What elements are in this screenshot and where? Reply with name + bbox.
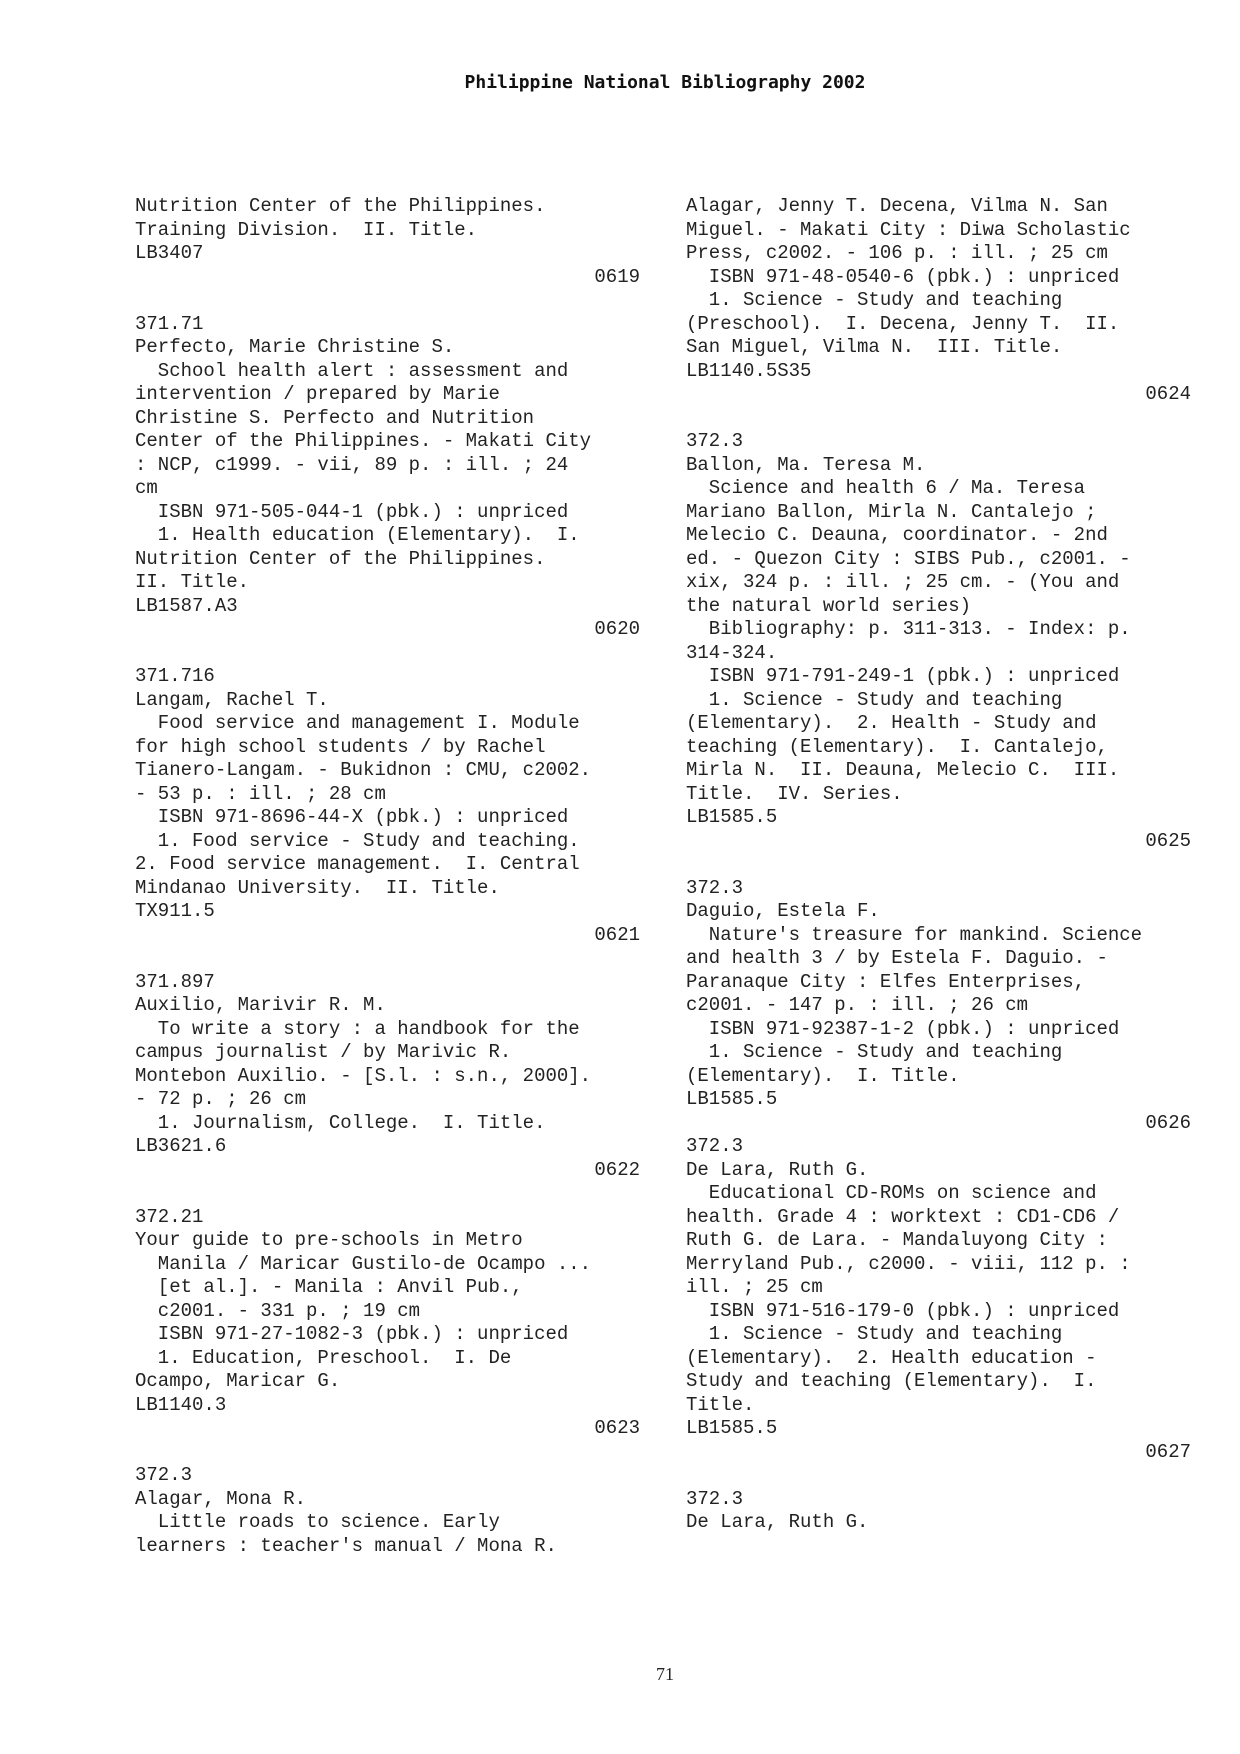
entry-number: 0622 — [594, 1158, 640, 1181]
entry-line: ISBN 971-48-0540-6 (pbk.) : unpriced — [686, 265, 1120, 288]
entry-line: 372.3 — [686, 1487, 744, 1510]
entry-line: Merryland Pub., c2000. - viii, 112 p. : — [686, 1252, 1131, 1275]
entry-line: Manila / Maricar Gustilo-de Ocampo ... — [135, 1252, 592, 1275]
entry-line: (Elementary). I. Title. — [686, 1064, 960, 1087]
entry-line: Paranaque City : Elfes Enterprises, — [686, 970, 1086, 993]
entry-line: 1. Health education (Elementary). I. — [135, 524, 580, 546]
entry-line: Little roads to science. Early — [135, 1511, 500, 1533]
entry-line: c2001. - 331 p. ; 19 cm — [135, 1299, 421, 1322]
blank-line — [135, 642, 640, 666]
entry-line: xix, 324 p. : ill. ; 25 cm. - (You and — [686, 571, 1120, 593]
entry-line: Tianero-Langam. - Bukidnon : CMU, c2002. — [135, 759, 592, 781]
entry-line: ill. ; 25 cm — [686, 1276, 823, 1298]
entry-line: 372.3 — [135, 1464, 193, 1486]
entry-line: c2001. - 147 p. : ill. ; 26 cm — [686, 994, 1029, 1016]
blank-line — [686, 407, 1191, 431]
entry-number: 0623 — [594, 1417, 640, 1439]
entry-line: 1. Science - Study and teaching — [686, 688, 1063, 711]
entry-line: - 72 p. ; 26 cm — [135, 1088, 307, 1110]
entry-line: Montebon Auxilio. - [S.l. : s.n., 2000]. — [135, 1064, 592, 1087]
entry-line: Ballon, Ma. Teresa M. — [686, 453, 926, 476]
entry-line: Ruth G. de Lara. - Mandaluyong City : — [686, 1229, 1108, 1251]
blank-line — [135, 289, 640, 313]
entry-line: ISBN 971-791-249-1 (pbk.) : unpriced — [686, 665, 1120, 687]
entry-line: Christine S. Perfecto and Nutrition — [135, 406, 535, 429]
entry-line: teaching (Elementary). I. Cantalejo, — [686, 735, 1108, 758]
entry-line: 372.21 — [135, 1205, 204, 1228]
entry-line: Title. IV. Series. — [686, 782, 903, 805]
entry-line: LB1140.5S35 — [686, 359, 812, 382]
entry-line: Perfecto, Marie Christine S. — [135, 336, 455, 358]
entry-line: Title. — [686, 1393, 755, 1416]
entry-line: (Elementary). 2. Health - Study and — [686, 712, 1097, 734]
entry-line: Daguio, Estela F. — [686, 900, 880, 922]
entry-line: Melecio C. Deauna, coordinator. - 2nd — [686, 524, 1108, 546]
entry-line: ISBN 971-92387-1-2 (pbk.) : unpriced — [686, 1017, 1120, 1040]
entry-line: 371.716 — [135, 665, 215, 687]
entry-line: ISBN 971-8696-44-X (pbk.) : unpriced — [135, 806, 569, 828]
entry-number: 0619 — [594, 265, 640, 288]
entry-line: ISBN 971-505-044-1 (pbk.) : unpriced — [135, 500, 569, 523]
entry-line: 2. Food service management. I. Central — [135, 853, 580, 875]
entry-line: 1. Science - Study and teaching — [686, 289, 1063, 311]
entry-line: Food service and management I. Module — [135, 712, 580, 734]
entry-line: 372.3 — [686, 1135, 744, 1157]
entry-line: Alagar, Mona R. — [135, 1487, 307, 1510]
entry-line: LB1585.5 — [686, 1088, 778, 1110]
entry-line: 1. Science - Study and teaching — [686, 1041, 1063, 1063]
entry-line: Mariano Ballon, Mirla N. Cantalejo ; — [686, 500, 1097, 523]
entry-line: for high school students / by Rachel — [135, 735, 546, 758]
entry-line: LB3621.6 — [135, 1135, 227, 1157]
blank-line — [686, 1464, 1191, 1488]
entry-line: Miguel. - Makati City : Diwa Scholastic — [686, 218, 1131, 241]
bibliography-column-left — [135, 195, 640, 1558]
entry-line: TX911.5 — [135, 900, 215, 922]
entry-line: ISBN 971-516-179-0 (pbk.) : unpriced — [686, 1299, 1120, 1322]
blank-line — [686, 853, 1191, 877]
entry-line: School health alert : assessment and — [135, 359, 569, 382]
entry-line: Your guide to pre-schools in Metro — [135, 1229, 523, 1251]
entry-line: 1. Journalism, College. I. Title. — [135, 1111, 546, 1134]
entry-line: 371.897 — [135, 970, 215, 993]
entry-line: intervention / prepared by Marie — [135, 383, 500, 405]
entry-number: 0627 — [1145, 1440, 1191, 1463]
blank-line — [135, 947, 640, 971]
entry-line: 1. Food service - Study and teaching. — [135, 829, 580, 852]
page-number: 71 — [656, 1664, 674, 1684]
entry-line: LB1140.3 — [135, 1393, 227, 1416]
entry-line: Center of the Philippines. - Makati City — [135, 430, 592, 452]
entry-line: ISBN 971-27-1082-3 (pbk.) : unpriced — [135, 1323, 569, 1345]
entry-line: Alagar, Jenny T. Decena, Vilma N. San — [686, 195, 1108, 217]
entry-line: Educational CD-ROMs on science and — [686, 1182, 1097, 1204]
entry-line: 372.3 — [686, 876, 744, 899]
entry-line: and health 3 / by Estela F. Daguio. - — [686, 947, 1108, 969]
entry-number: 0621 — [594, 923, 640, 946]
entry-line: LB1585.5 — [686, 1417, 778, 1439]
entry-line: To write a story : a handbook for the — [135, 1017, 580, 1040]
entry-line: 1. Education, Preschool. I. De — [135, 1346, 512, 1369]
entry-line: 314-324. — [686, 641, 778, 664]
entry-line: LB3407 — [135, 242, 204, 264]
entry-line: Science and health 6 / Ma. Teresa — [686, 477, 1086, 499]
entry-line: (Elementary). 2. Health education - — [686, 1346, 1097, 1369]
entry-line: learners : teacher's manual / Mona R. — [135, 1534, 557, 1557]
entry-line: campus journalist / by Marivic R. — [135, 1041, 512, 1063]
blank-line — [135, 1441, 640, 1465]
entry-line: - 53 p. : ill. ; 28 cm — [135, 782, 386, 805]
entry-number: 0625 — [1145, 829, 1191, 852]
entry-line: Press, c2002. - 106 p. : ill. ; 25 cm — [686, 242, 1108, 264]
entry-line: San Miguel, Vilma N. III. Title. — [686, 336, 1063, 358]
entry-line: health. Grade 4 : worktext : CD1-CD6 / — [686, 1205, 1120, 1228]
entry-line: ed. - Quezon City : SIBS Pub., c2001. - — [686, 547, 1131, 570]
entry-number: 0620 — [594, 618, 640, 640]
entry-line: Nutrition Center of the Philippines. — [135, 195, 546, 217]
entry-line: Mindanao University. II. Title. — [135, 876, 500, 899]
entry-line: De Lara, Ruth G. — [686, 1158, 869, 1181]
entry-line: Auxilio, Marivir R. M. — [135, 994, 386, 1016]
entry-line: Ocampo, Maricar G. — [135, 1370, 341, 1392]
entry-line: Study and teaching (Elementary). I. — [686, 1370, 1097, 1392]
entry-line: 372.3 — [686, 430, 744, 452]
entry-line: 1. Science - Study and teaching — [686, 1323, 1063, 1345]
entry-line: Nature's treasure for mankind. Science — [686, 923, 1143, 946]
entry-line: the natural world series) — [686, 594, 972, 617]
entry-line: Training Division. II. Title. — [135, 218, 478, 241]
entry-line: II. Title. — [135, 571, 250, 593]
entry-line: Langam, Rachel T. — [135, 688, 329, 711]
entry-line: Nutrition Center of the Philippines. — [135, 547, 546, 570]
entry-line: cm — [135, 477, 158, 499]
entry-number: 0624 — [1145, 383, 1191, 405]
entry-line: De Lara, Ruth G. — [686, 1511, 869, 1533]
entry-number: 0626 — [1145, 1111, 1191, 1134]
entry-line: Mirla N. II. Deauna, Melecio C. III. — [686, 759, 1120, 781]
entry-line: [et al.]. - Manila : Anvil Pub., — [135, 1276, 523, 1298]
entry-line: Bibliography: p. 311-313. - Index: p. — [686, 618, 1131, 640]
page-title: Philippine National Bibliography 2002 — [464, 72, 866, 93]
entry-line: LB1587.A3 — [135, 594, 238, 617]
entry-line: LB1585.5 — [686, 806, 778, 828]
bibliography-column-right — [686, 195, 1191, 1535]
blank-line — [135, 1182, 640, 1206]
entry-line: (Preschool). I. Decena, Jenny T. II. — [686, 312, 1120, 335]
entry-line: 371.71 — [135, 312, 204, 335]
entry-line: : NCP, c1999. - vii, 89 p. : ill. ; 24 — [135, 453, 569, 476]
